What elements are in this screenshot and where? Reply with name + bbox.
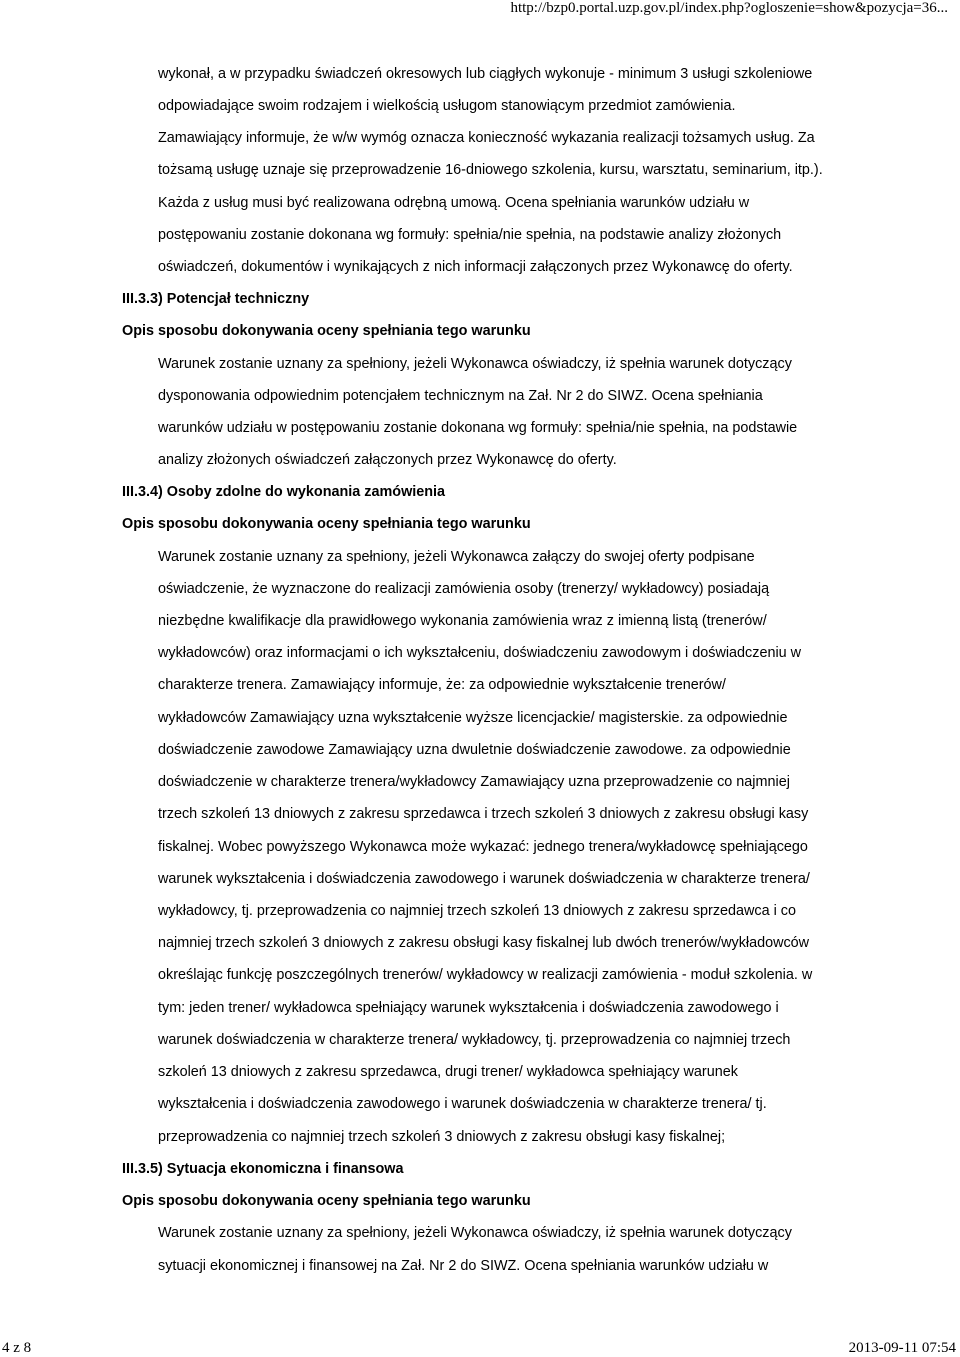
section-line: przeprowadzenia co najmniej trzech szkoleń 3 dniowych z zakresu obsługi kasy fiskalnej; [158, 1129, 726, 1145]
url-header: http://bzp0.portal.uzp.gov.pl/index.php?ogloszenie=show&pozycja=36... [510, 0, 948, 16]
section-line: warunek doświadczenia w charakterze trenera/ wykładowcy, tj. przeprowadzenia co najmniej trzech [158, 1032, 791, 1048]
section-title: III.3.3) Potencjał techniczny [122, 291, 310, 307]
section-line: wykładowców Zamawiający uzna wykształcenie wyższe licencjackie/ magisterskie. za odpowiednie [158, 710, 788, 726]
print-datetime: 2013-09-11 07:54 [848, 1340, 956, 1356]
page-number: 4 z 8 [2, 1340, 32, 1356]
section-subtitle: Opis sposobu dokonywania oceny spełniania tego warunku [122, 516, 531, 532]
section-line: tym: jeden trener/ wykładowca spełniający warunek wykształcenia i doświadczenia zawodowego i [158, 1000, 779, 1016]
intro-line: wykonał, a w przypadku świadczeń okresowych lub ciągłych wykonuje - minimum 3 usługi szkoleniowe [158, 66, 813, 82]
section-line: fiskalnej. Wobec powyższego Wykonawca może wykazać: jednego trenera/wykładowcę spełniającego [158, 839, 808, 855]
section-subtitle: Opis sposobu dokonywania oceny spełniania tego warunku [122, 323, 531, 339]
intro-line: Każda z usług musi być realizowana odrębną umową. Ocena spełniania warunków udziału w [158, 195, 750, 211]
section-line: wykładowcy, tj. przeprowadzenia co najmniej trzech szkoleń 13 dniowych z zakresu sprzedawca i co [158, 903, 797, 919]
section-line: oświadczenie, że wyznaczone do realizacji zamówienia osoby (trenerzy/ wykładowcy) posiadają [158, 581, 770, 597]
section-line: określając funkcję poszczególnych trenerów/ wykładowcy w realizacji zamówienia - moduł szkolenia. w [158, 967, 813, 983]
section-line: Warunek zostanie uznany za spełniony, jeżeli Wykonawca załączy do swojej oferty podpisane [158, 549, 755, 565]
section-line: szkoleń 13 dniowych z zakresu sprzedawca, drugi trener/ wykładowca spełniający warunek [158, 1064, 738, 1080]
section-title: III.3.4) Osoby zdolne do wykonania zamówienia [122, 484, 446, 500]
section-line: wykładowców) oraz informacjami o ich wykształceniu, doświadczeniu zawodowym i doświadczeniu w [158, 645, 802, 661]
section-line: Warunek zostanie uznany za spełniony, jeżeli Wykonawca oświadczy, iż spełnia warunek dotyczący [158, 1225, 792, 1241]
section-subtitle: Opis sposobu dokonywania oceny spełniania tego warunku [122, 1193, 531, 1209]
section-line: najmniej trzech szkoleń 3 dniowych z zakresu obsługi kasy fiskalnej lub dwóch trenerów/wykładowców [158, 935, 810, 951]
section-line: niezbędne kwalifikacje dla prawidłowego wykonania zamówienia wraz z imienną listą (trenerów/ [158, 613, 767, 629]
section-title: III.3.5) Sytuacja ekonomiczna i finansowa [122, 1161, 404, 1177]
section-line: trzech szkoleń 13 dniowych z zakresu sprzedawca i trzech szkoleń 3 dniowych z zakresu obsługi kasy [158, 806, 809, 822]
section-line: warunek wykształcenia i doświadczenia zawodowego i warunek doświadczenia w charakterze trenera/ [158, 871, 810, 887]
section-line: analizy złożonych oświadczeń załączonych przez Wykonawcę do oferty. [158, 452, 617, 468]
section-line: sytuacji ekonomicznej i finansowej na Zał. Nr 2 do SIWZ. Ocena spełniania warunków udziału w [158, 1258, 769, 1274]
intro-line: Zamawiający informuje, że w/w wymóg oznacza konieczność wykazania realizacji tożsamych usług. Za [158, 130, 815, 146]
intro-line: odpowiadające swoim rodzajem i wielkością usługom stanowiącym przedmiot zamówienia. [158, 98, 736, 114]
section-line: doświadczenie w charakterze trenera/wykładowcy Zamawiający uzna przeprowadzenie co najmniej [158, 774, 790, 790]
section-line: charakterze trenera. Zamawiający informuje, że: za odpowiednie wykształcenie trenerów/ [158, 677, 726, 693]
section-line: wykształcenia i doświadczenia zawodowego i warunek doświadczenia w charakterze trenera/ tj. [158, 1096, 767, 1112]
section-line: doświadczenie zawodowe Zamawiający uzna dwuletnie doświadczenie zawodowe. za odpowiednie [158, 742, 791, 758]
section-line: Warunek zostanie uznany za spełniony, jeżeli Wykonawca oświadczy, iż spełnia warunek dotyczący [158, 356, 792, 372]
intro-line: postępowaniu zostanie dokonana wg formuły: spełnia/nie spełnia, na podstawie analizy złożonych [158, 227, 782, 243]
section-line: warunków udziału w postępowaniu zostanie dokonana wg formuły: spełnia/nie spełnia, na podstawie [158, 420, 798, 436]
intro-line: oświadczeń, dokumentów i wynikających z nich informacji załączonych przez Wykonawcę do oferty. [158, 259, 793, 275]
section-line: dysponowania odpowiednim potencjałem technicznym na Zał. Nr 2 do SIWZ. Ocena spełniania [158, 388, 763, 404]
intro-line: tożsamą usługę uznaje się przeprowadzenie 16-dniowego szkolenia, kursu, warsztatu, seminarium, itp.). [158, 162, 823, 178]
